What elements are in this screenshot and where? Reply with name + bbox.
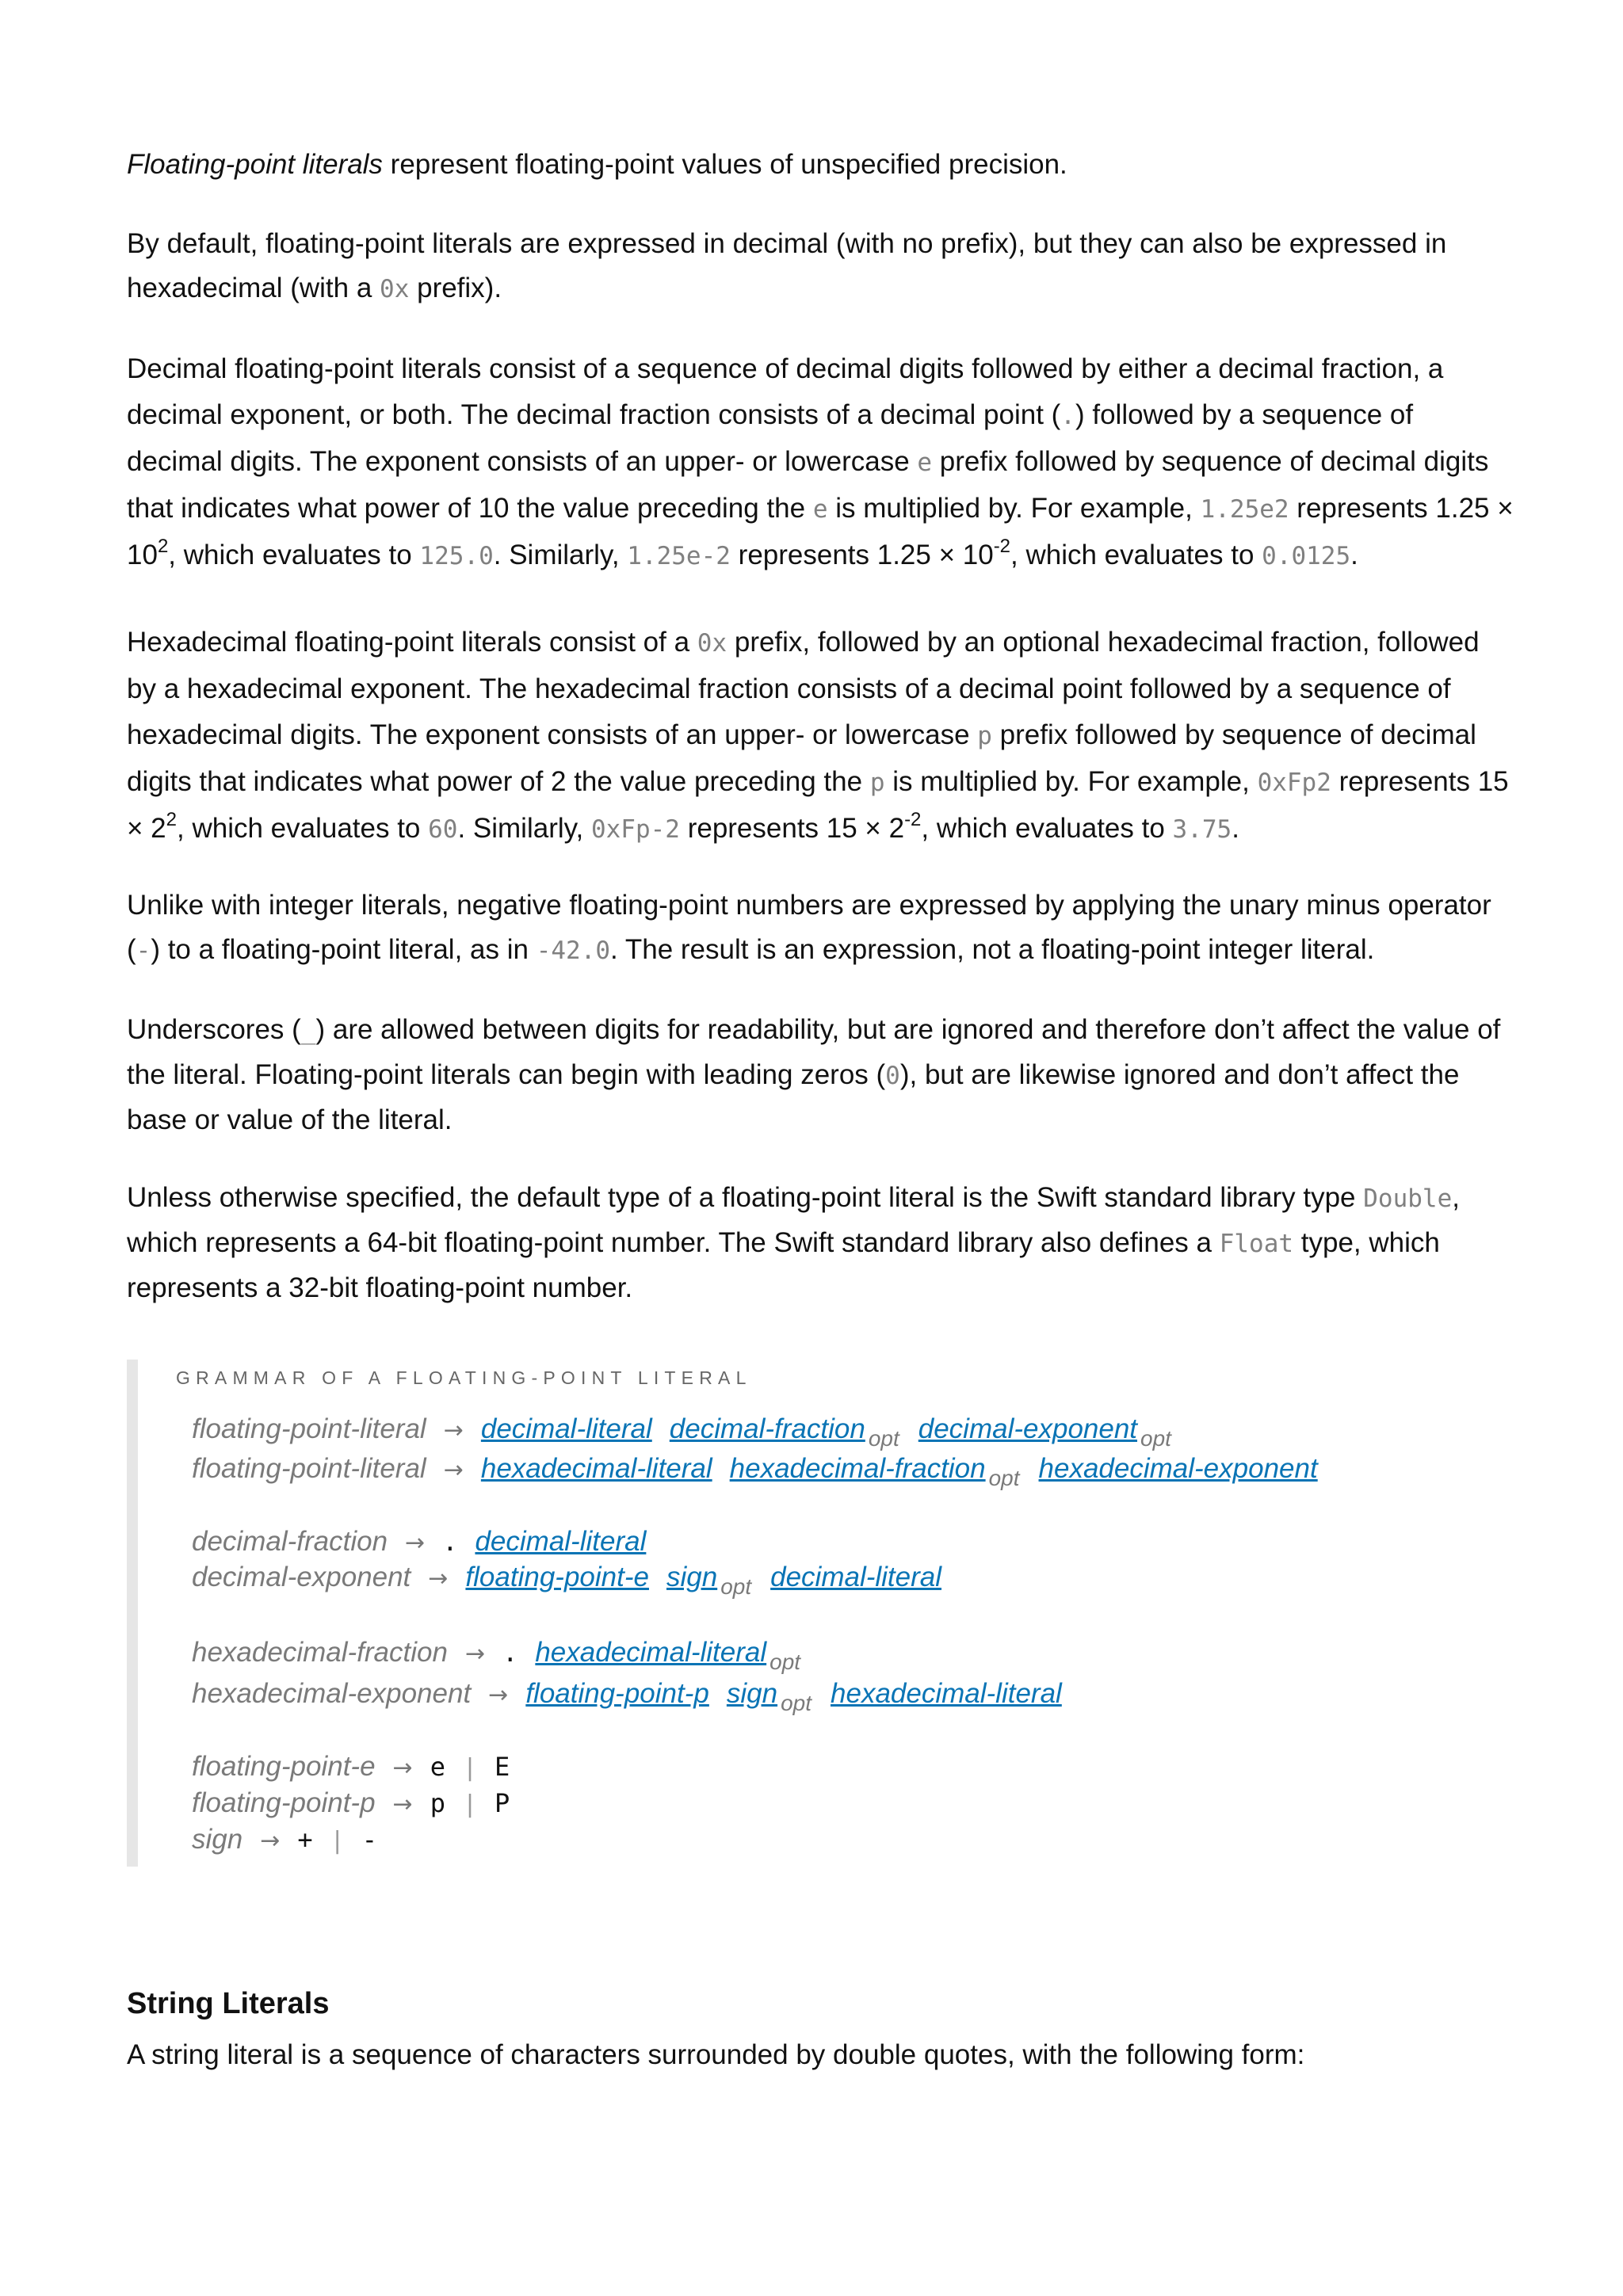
grammar-link[interactable]: hexadecimal-literal (480, 1453, 712, 1484)
paragraph-negative: Unlike with integer literals, negative floating-point numbers are expressed by applying the unary minus operator (-) to a floating-point literal, as in -42.0. The result is an expression, not a floating-point integer literal. (127, 890, 1491, 965)
grammar-rule: floating-point-literal → decimal-literal decimal-fraction $_{opt}$ decimal-exponent $_{opt}$ (192, 1413, 1171, 1451)
paragraph-default-type: Unless otherwise specified, the default type of a floating-point literal is the Swift standard library type Double, which represents a 64-bit floating-point number. The Swift standard library also defines a Float type, which represents a 32-bit floating-point number. (127, 1182, 1460, 1303)
grammar-link[interactable]: floating-point-e (465, 1562, 649, 1592)
inline-code: . (1060, 402, 1075, 430)
grammar-rule: floating-point-p → p | P (192, 1787, 510, 1818)
arrow-icon: → (392, 1754, 413, 1782)
grammar-rule: hexadecimal-exponent → floating-point-p sign $_{opt}$ hexadecimal-literal (192, 1678, 1062, 1715)
arrow-icon: → (405, 1529, 426, 1557)
inline-code: 0 (885, 1062, 900, 1090)
inline-code: 0.0125 (1262, 542, 1351, 570)
grammar-link[interactable]: sign (666, 1562, 718, 1592)
inline-code: 125.0 (419, 542, 494, 570)
arrow-icon: → (260, 1827, 281, 1855)
grammar-link[interactable]: hexadecimal-fraction (729, 1453, 986, 1484)
inline-code: p (869, 769, 885, 797)
inline-code: -42.0 (536, 936, 611, 965)
grammar-rule: decimal-fraction → . decimal-literal (192, 1526, 647, 1557)
arrow-icon: → (443, 1456, 464, 1484)
emphasis-term: Floating-point literals (127, 149, 383, 180)
arrow-icon: → (392, 1791, 413, 1818)
inline-code: 0x (697, 629, 727, 658)
grammar-rule: hexadecimal-fraction → . hexadecimal-literal $_{opt}$ (192, 1637, 801, 1674)
paragraph-intro: Floating-point literals represent floating-point values of unspecified precision. (127, 149, 1067, 180)
inline-code: Float (1219, 1230, 1294, 1258)
grammar-link[interactable]: decimal-exponent (918, 1413, 1138, 1444)
grammar-link[interactable]: decimal-literal (475, 1526, 647, 1557)
inline-code: 3.75 (1172, 815, 1232, 844)
grammar-link[interactable]: floating-point-p (525, 1678, 709, 1709)
arrow-icon: → (488, 1681, 509, 1709)
grammar-link[interactable]: decimal-literal (770, 1562, 942, 1592)
arrow-icon: → (464, 1640, 486, 1668)
inline-code: e (812, 495, 828, 524)
inline-code: _ (300, 1016, 316, 1045)
paragraph-prefix: By default, floating-point literals are expressed in decimal (with no prefix), but they can also be expressed in hexadecimal (with a 0x prefix). (127, 228, 1447, 303)
inline-code: 60 (428, 815, 458, 844)
grammar-link[interactable]: hexadecimal-literal (535, 1637, 767, 1668)
arrow-icon: → (428, 1565, 449, 1592)
grammar-rule: sign → + | - (192, 1824, 377, 1855)
inline-code: 0x (380, 275, 410, 303)
inline-code: - (136, 936, 151, 965)
paragraph-decimal: Decimal floating-point literals consist of a sequence of decimal digits followed by either a decimal fraction, a decimal exponent, or both. The decimal fraction consists of a decimal point (.) followed by a sequence of decimal digits. The exponent consists of an upper- or lowercase e prefix followed by sequence of decimal digits that indicates what power of 10 the value preceding the e is multiplied by. For example, 1.25e2 represents $1.25 \times 10^2$, which evaluates to 125.0. Similarly, 1.25e-2 represents $1.25 \times 10^{-2}$, which evaluates to 0.0125. (127, 353, 1514, 570)
inline-code: Double (1363, 1184, 1453, 1213)
grammar-link[interactable]: sign (726, 1678, 778, 1709)
grammar-link[interactable]: hexadecimal-exponent (1038, 1453, 1318, 1484)
inline-code: 1.25e2 (1200, 495, 1289, 524)
paragraph-hexadecimal: Hexadecimal floating-point literals consist of a 0x prefix, followed by an optional hexadecimal fraction, followed by a hexadecimal exponent. The hexadecimal fraction consists of a decimal point followed by a sequence of hexadecimal digits. The exponent consists of an upper- or lowercase p prefix followed by sequence of decimal digits that indicates what power of 2 the value preceding the p is multiplied by. For example, 0xFp2 represents $15 \times 2^2$, which evaluates to 60. Similarly, 0xFp-2 represents $15 \times 2^{-2}$, which evaluates to 3.75. (127, 627, 1509, 844)
inline-code: 1.25e-2 (627, 542, 731, 570)
grammar-title: GRAMMAR OF A FLOATING-POINT LITERAL (176, 1367, 752, 1388)
inline-code: e (917, 448, 933, 477)
grammar-link[interactable]: decimal-fraction (669, 1413, 865, 1444)
grammar-block (127, 1360, 1514, 1867)
grammar-rule: floating-point-literal → hexadecimal-literal hexadecimal-fraction $_{opt}$ hexadecimal-exponent (192, 1453, 1318, 1490)
inline-code: 0xFp-2 (590, 815, 680, 844)
grammar-link[interactable]: hexadecimal-literal (831, 1678, 1062, 1709)
inline-code: p (977, 722, 992, 750)
inline-code: 0xFp2 (1257, 769, 1331, 797)
paragraph-underscores: Underscores (_) are allowed between digits for readability, but are ignored and therefore don’t affect the value of the literal. Floating-point literals can begin with leading zeros (0), but are likewise ignored and don’t affect the base or value of the literal. (127, 1014, 1501, 1135)
arrow-icon: → (443, 1417, 464, 1444)
grammar-rule: floating-point-e → e | E (192, 1751, 510, 1782)
paragraph-string-literal: A string literal is a sequence of characters surrounded by double quotes, with the following form: (127, 2039, 1305, 2070)
section-heading: String Literals (127, 1987, 330, 2020)
grammar-link[interactable]: decimal-literal (480, 1413, 652, 1444)
grammar-rule: decimal-exponent → floating-point-e sign $_{opt}$ decimal-literal (192, 1562, 942, 1599)
